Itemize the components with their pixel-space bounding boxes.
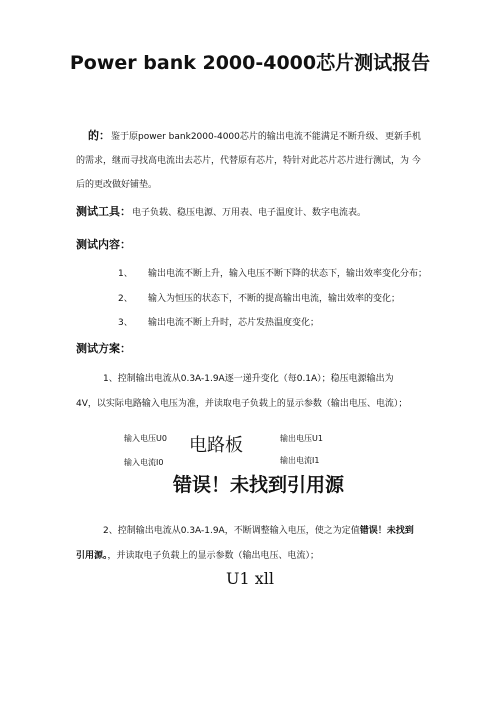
diagram-circuit-board: 电路板	[189, 435, 243, 456]
plan-item-2-error-part-2: 引用源。	[76, 551, 108, 561]
plan-item-1-line-2: 4V，以实际电路输入电压为准，并读取电子负载上的显示参数（输出电压、电流）；	[76, 399, 408, 409]
plan-item-2-text-end: ，并读取电子负载上的显示参数（输出电压、电流）；	[107, 551, 320, 561]
plan-label: 测试方案：	[76, 342, 131, 355]
plan-item-2-line-1	[103, 523, 414, 536]
purpose-label: 的：	[88, 129, 110, 142]
tools-label: 测试工具：	[76, 205, 131, 218]
content-label: 测试内容：	[76, 238, 131, 251]
content-item-text: 输出电流不断上升，输入电压不断下降的状态下，输出效率变化分布；	[148, 269, 428, 279]
content-item-text: 输出电流不断上升时，芯片发热温度变化；	[148, 318, 320, 328]
content-item-num: 3、	[118, 318, 133, 328]
purpose-line-1: 鉴于原power bank2000-4000芯片的输出电流不能满足不断升级、	[111, 132, 384, 142]
diagram-input-current: 输入电流I0	[124, 458, 164, 467]
tools-text: 电子负载、稳压电源、万用表、电子温度计、数字电流表。	[132, 208, 367, 218]
plan-item-2-line-2	[76, 548, 319, 561]
plan-item-1-line-1: 1、控制输出电流从0.3A-1.9A逐一递升变化（每0.1A）；稳压电源输出为	[103, 374, 394, 384]
diagram-input-voltage: 输入电压U0	[124, 434, 167, 443]
purpose-line-3: 后的更改做好铺垫。	[76, 180, 158, 190]
plan-item-2-text: 2、控制输出电流从0.3A-1.9A，不断调整输入电压，使之为定值	[103, 526, 360, 536]
content-item-num: 2、	[118, 294, 133, 304]
content-item-num: 1、	[118, 269, 133, 279]
formula-text: U1 xll	[226, 569, 275, 588]
purpose-line-2: 的需求，继而寻找高电流出去芯片，代替原有芯片，特针对此芯片芯片进行测试，为 今	[76, 156, 421, 166]
page-title: Power bank 2000-4000芯片测试报告	[69, 52, 431, 74]
content-item-text: 输入为恒压的状态下，不断的提高输出电流，输出效率的变化；	[148, 294, 401, 304]
diagram-output-current: 输出电流I1	[280, 456, 320, 465]
diagram-output-voltage: 输出电压U1	[280, 434, 323, 443]
purpose-line-1-right: 更新手机	[385, 132, 422, 142]
diagram-missing-reference-error: 错误！未找到引用源	[173, 474, 345, 496]
plan-item-2-error-part-1: 错误！未找到	[359, 526, 414, 536]
